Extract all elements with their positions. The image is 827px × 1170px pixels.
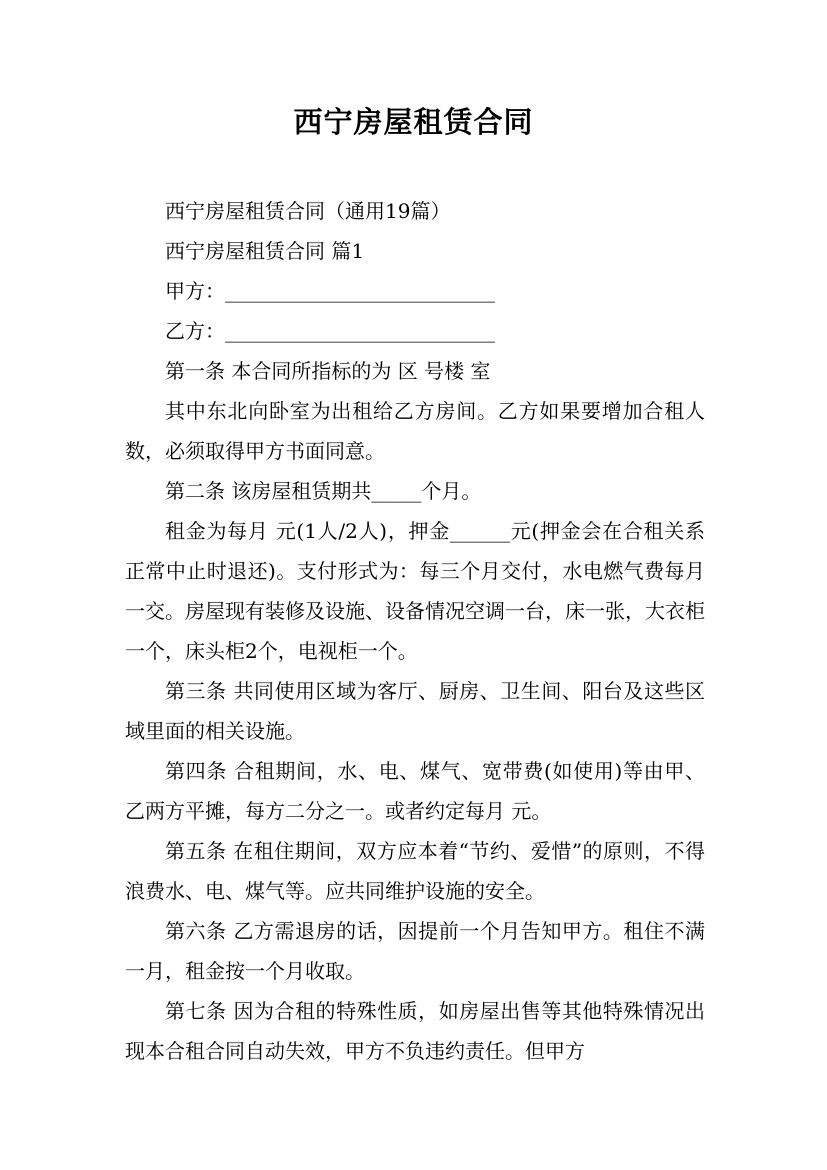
paragraph-rent-terms: 租金为每月 元(1人/2人)，押金______元(押金会在合租关系正常中止时退还)。支付形式为：每三个月交付，水电燃气费每月一交。房屋现有装修及设施、设备情况空调一台，床一张，大衣柜一个，床头柜2个，电视柜一个。	[125, 519, 705, 663]
document-title: 西宁房屋租赁合同	[293, 105, 534, 139]
paragraph-section-heading: 西宁房屋租赁合同 篇1	[165, 239, 365, 263]
paragraph-article-5: 第五条 在租住期间，双方应本着“节约、爱惜”的原则，不得浪费水、电、煤气等。应共同维护设施的安全。	[125, 839, 705, 903]
paragraph-party-b: 乙方：___________________________	[165, 319, 495, 343]
paragraph-article-6: 第六条 乙方需退房的话，因提前一个月告知甲方。租住不满一月，租金按一个月收取。	[125, 919, 705, 983]
paragraph-party-a: 甲方：___________________________	[165, 279, 495, 303]
paragraph-article-3: 第三条 共同使用区域为客厅、厨房、卫生间、阳台及这些区域里面的相关设施。	[125, 679, 705, 743]
paragraph-subtitle: 西宁房屋租赁合同（通用19篇）	[165, 199, 451, 223]
paragraph-room-description: 其中东北向卧室为出租给乙方房间。乙方如果要增加合租人数，必须取得甲方书面同意。	[125, 399, 705, 463]
paragraph-article-4: 第四条 合租期间，水、电、煤气、宽带费(如使用)等由甲、乙两方平摊，每方二分之一。或者约定每月 元。	[125, 759, 705, 823]
paragraph-article-1: 第一条 本合同所指标的为 区 号楼 室	[165, 359, 491, 383]
document-body	[125, 191, 705, 1071]
paragraph-article-7: 第七条 因为合租的特殊性质，如房屋出售等其他特殊情况出现本合租合同自动失效，甲方不负违约责任。但甲方	[125, 999, 705, 1063]
paragraph-article-2: 第二条 该房屋租赁期共_____个月。	[165, 479, 482, 503]
